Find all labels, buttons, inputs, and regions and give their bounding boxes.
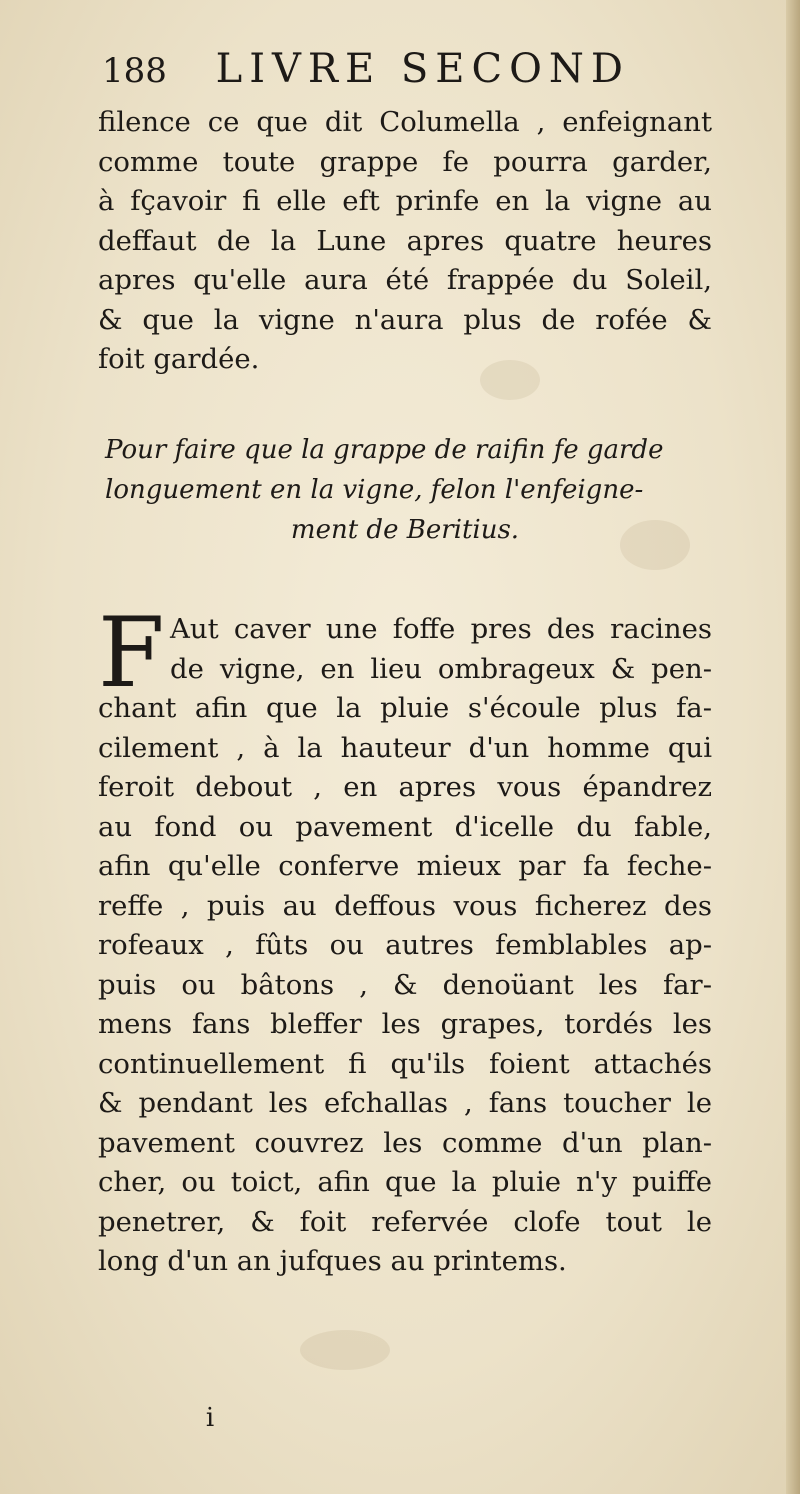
text-line: & que la vigne n'aura plus de rofée & (98, 303, 712, 336)
page-edge (786, 0, 800, 1494)
text-line: de vigne, en lieu ombrageux & pen- (170, 652, 712, 685)
page-header (102, 46, 722, 98)
drop-cap: F (98, 597, 165, 709)
text-line: mens fans bleffer les grapes, tordés les (98, 1008, 712, 1040)
text-line: chant afin que la pluie s'écoule plus fa- (98, 692, 712, 724)
text-line: pavement couvrez les comme d'un plan- (98, 1126, 712, 1159)
catchword: i (205, 1403, 215, 1433)
text-line: reffe , puis au deffous vous ficherez des (98, 889, 712, 922)
text-line: cher, ou toict, afin que la pluie n'y puiffe (98, 1166, 712, 1198)
text-line: filence ce que dit Columella , enfeignant (98, 106, 712, 138)
text-line: afin qu'elle conferve mieux par fa feche- (98, 850, 712, 882)
rubric-line: longuement en la vigne, felon l'enfeigne- (105, 475, 644, 505)
text-line: feroit debout , en apres vous épandrez (98, 771, 712, 803)
chapter-rubric (105, 430, 705, 550)
text-line: au fond ou pavement d'icelle du fable, (98, 810, 712, 843)
rubric-line: ment de Beritius. (290, 515, 520, 545)
foxing-spot (300, 1330, 390, 1370)
text-line: foit gardée. (98, 343, 260, 375)
top-paragraph (98, 103, 712, 380)
page-number: 188 (102, 51, 167, 91)
text-line: continuellement fi qu'ils foient attachés (98, 1047, 712, 1080)
text-line: rofeaux , fûts ou autres femblables ap- (98, 929, 712, 961)
main-paragraph (98, 597, 712, 1282)
text-line: long d'un an jufques au printems. (98, 1245, 567, 1277)
rubric-line: Pour faire que la grappe de raifin fe garde (105, 435, 664, 465)
text-line: apres qu'elle aura été frappée du Soleil, (98, 264, 712, 296)
text-line: comme toute grappe fe pourra garder, (98, 145, 712, 178)
text-line: cilement , à la hauteur d'un homme qui (98, 731, 712, 764)
text-line: à fçavoir fi elle eft prinfe en la vigne au (98, 185, 712, 217)
text-line: & pendant les efchallas , fans toucher le (98, 1087, 712, 1119)
text-line: Aut caver une foffe pres des racines (170, 613, 712, 645)
text-line: puis ou bâtons , & denoüant les far- (98, 968, 712, 1001)
text-line: deffaut de la Lune apres quatre heures (98, 224, 712, 257)
running-title: LIVRE SECOND (215, 46, 630, 92)
text-line: penetrer, & foit refervée clofe tout le (98, 1205, 712, 1238)
